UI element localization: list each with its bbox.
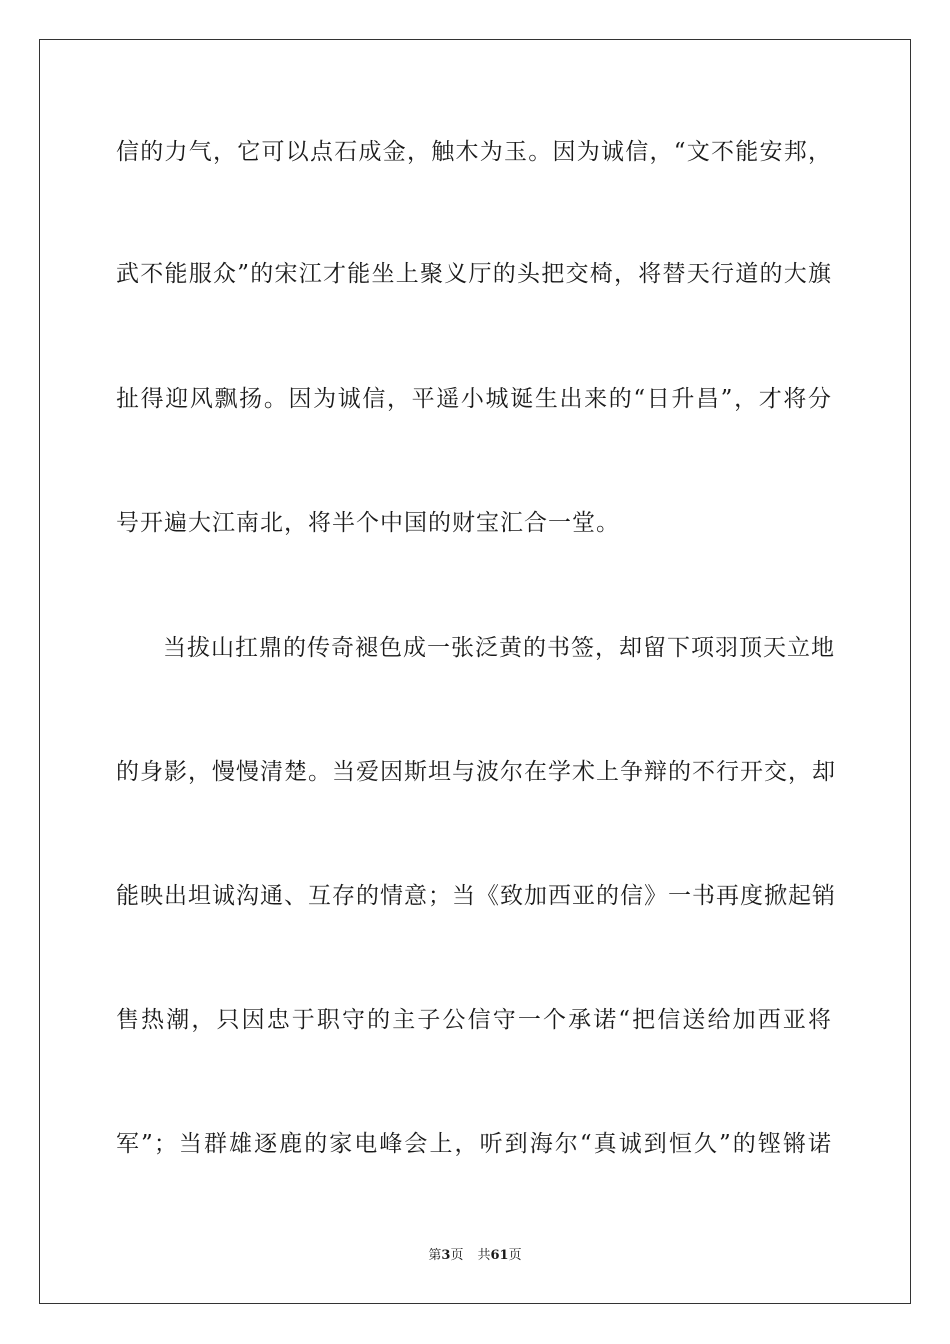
page-prefix: 第 <box>428 1248 442 1263</box>
text-line-1: 信的力气，它可以点石成金，触木为玉。因为诚信，“文不能安邦， <box>116 139 832 165</box>
total-pages: 61 <box>490 1248 509 1263</box>
text-line-4: 号开遍大江南北，将半个中国的财宝汇合一堂。 <box>116 510 620 536</box>
page-frame <box>39 39 911 1304</box>
page-suffix: 页 <box>450 1248 464 1263</box>
total-suffix: 页 <box>508 1248 522 1263</box>
text-line-7: 能映出坦诚沟通、互存的情意；当《致加西亚的信》一书再度掀起销 <box>116 883 836 909</box>
text-line-8: 售热潮，只因忠于职守的主子公信守一个承诺“把信送给加西亚将 <box>116 1007 832 1033</box>
total-prefix: 共 <box>477 1248 491 1263</box>
page-footer <box>0 1247 950 1265</box>
text-line-5: 当拔山扛鼎的传奇褪色成一张泛黄的书签，却留下项羽顶天立地 <box>163 635 835 661</box>
text-line-9: 军”；当群雄逐鹿的家电峰会上，听到海尔“真诚到恒久”的铿锵诺 <box>116 1131 832 1157</box>
text-line-2: 武不能服众”的宋江才能坐上聚义厅的头把交椅，将替天行道的大旗 <box>116 261 832 287</box>
text-line-6: 的身影，慢慢清楚。当爱因斯坦与波尔在学术上争辩的不行开交，却 <box>116 759 836 785</box>
page-number: 3 <box>441 1248 451 1263</box>
text-line-3: 扯得迎风飘扬。因为诚信，平遥小城诞生出来的“日升昌”，才将分 <box>116 386 832 412</box>
